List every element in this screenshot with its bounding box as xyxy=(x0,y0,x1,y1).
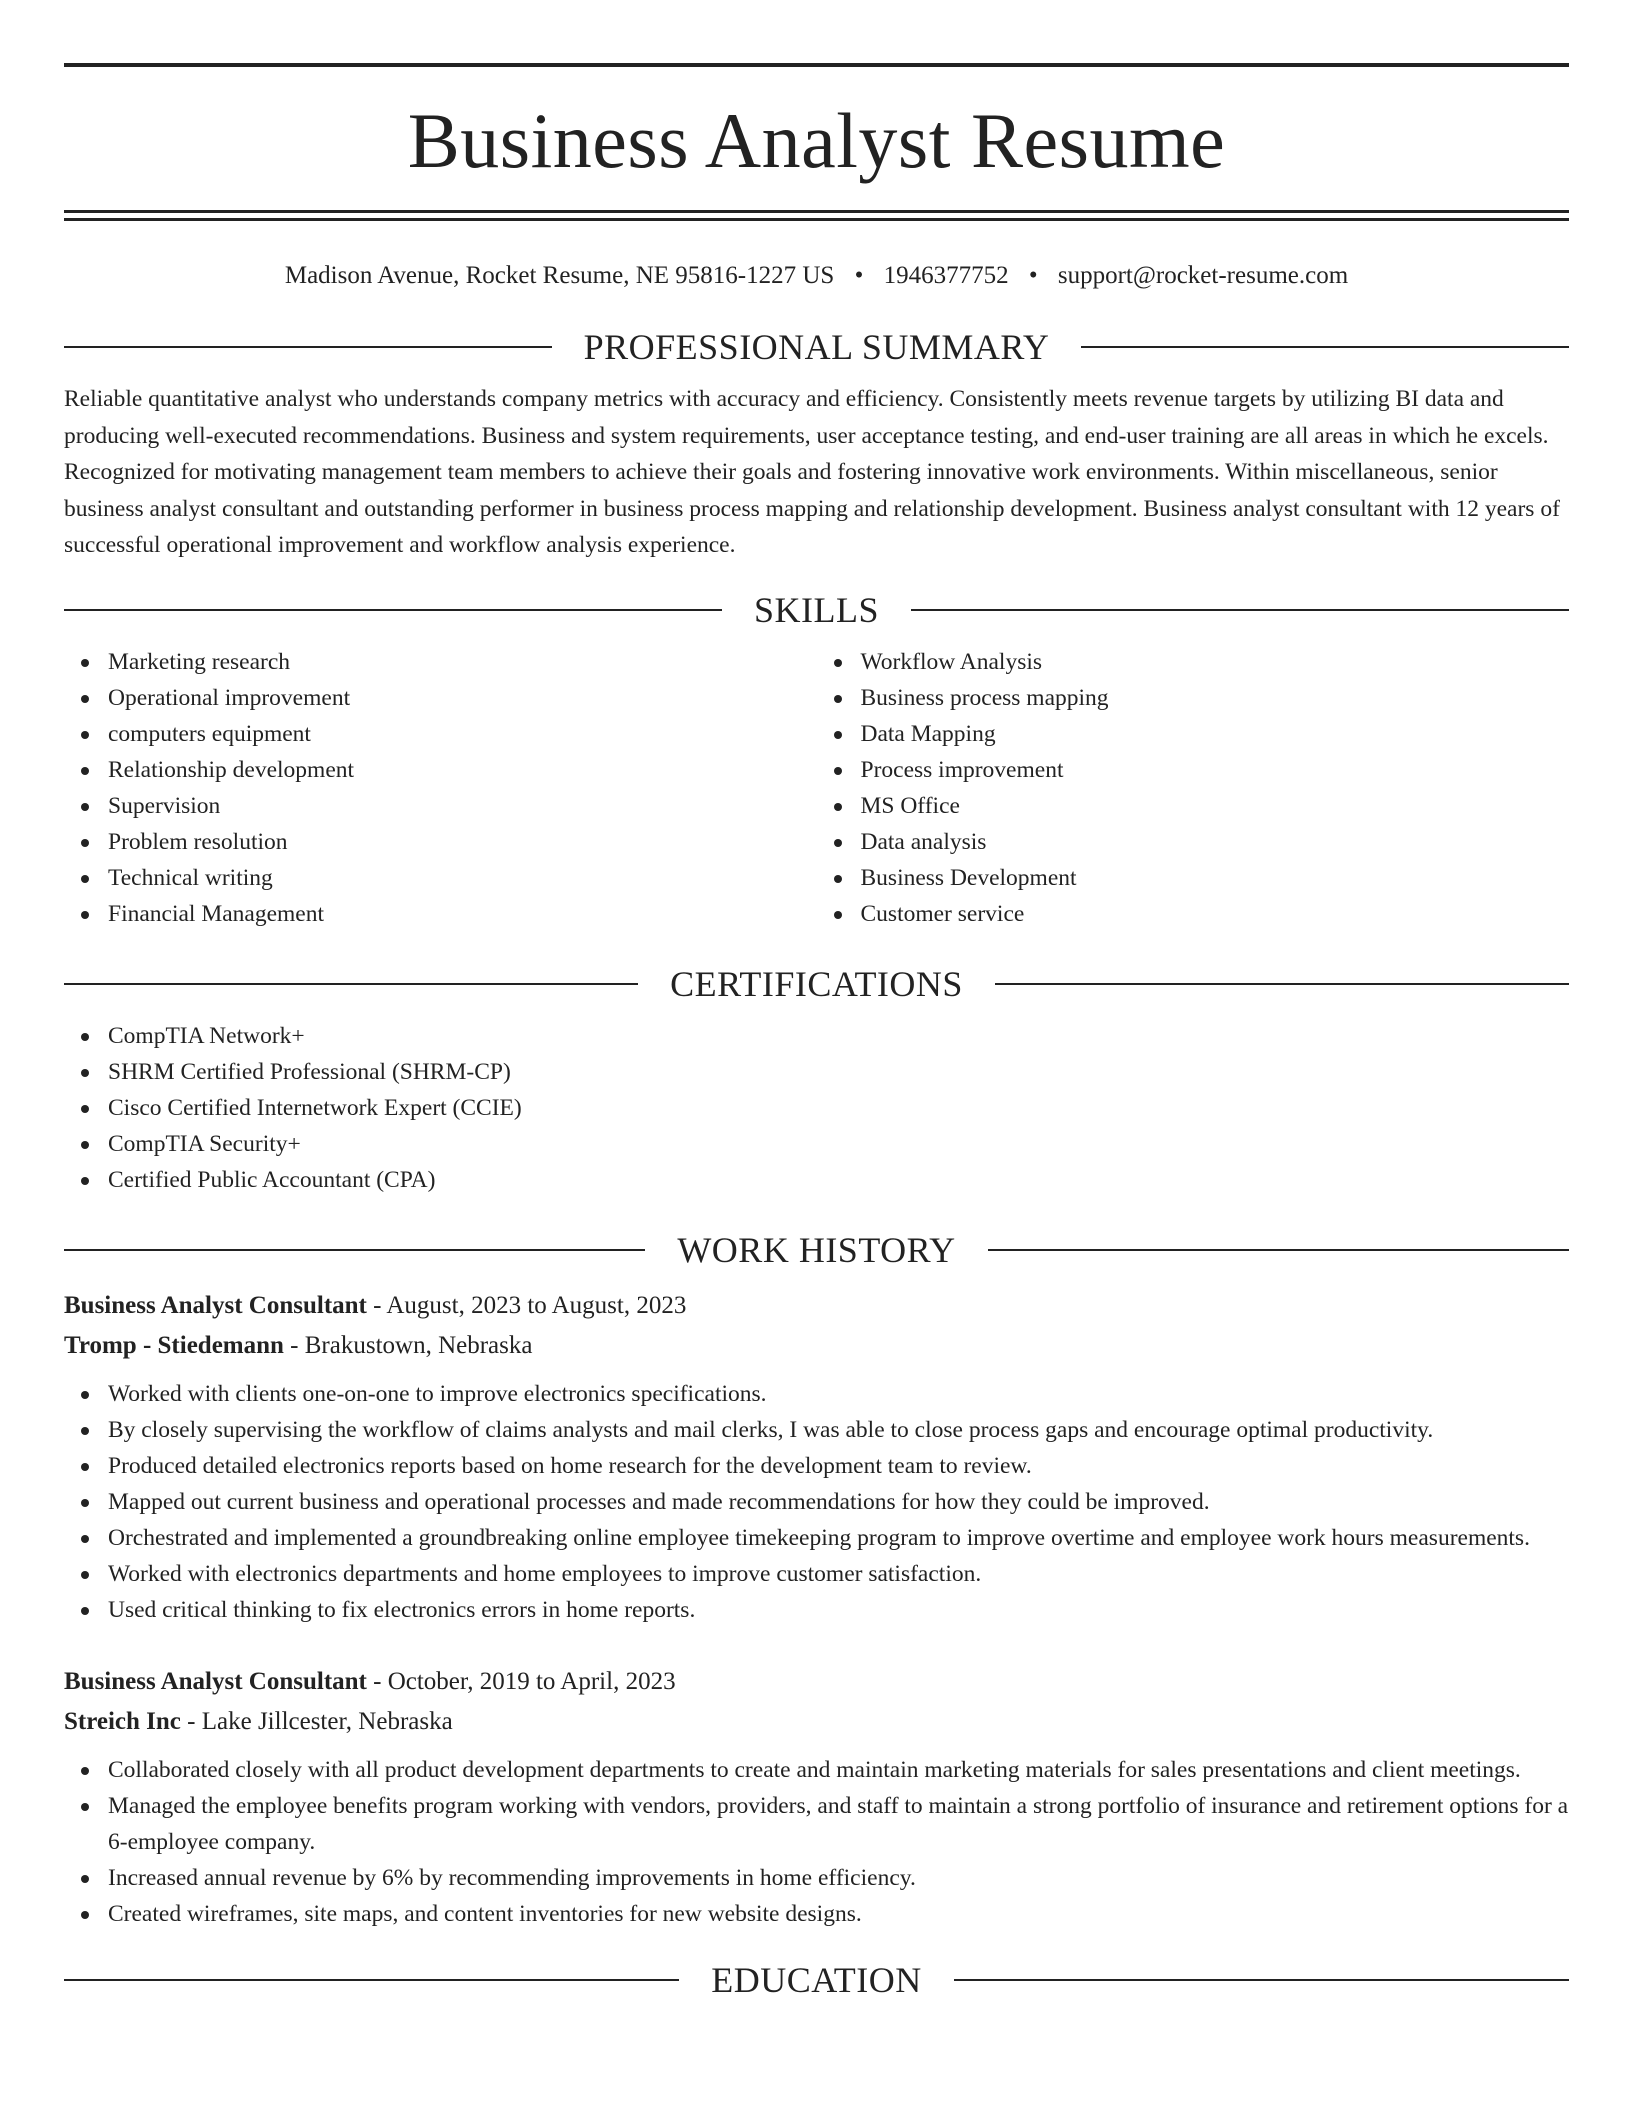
heading-rule xyxy=(995,983,1569,985)
skill-item: Problem resolution xyxy=(64,824,817,860)
job-company: Tromp - Stiedemann xyxy=(64,1331,284,1359)
heading-rule xyxy=(64,1979,679,1981)
job-bullet: Produced detailed electronics reports based on home research for the development team to review. xyxy=(64,1448,1569,1484)
job-bullet: Managed the employee benefits program working with vendors, providers, and staff to maintain a strong portfolio of insurance and retirement options for a 6-employee company. xyxy=(64,1788,1569,1860)
resume-page xyxy=(64,63,1569,2002)
skill-item: Customer service xyxy=(817,896,1570,932)
skill-item: Operational improvement xyxy=(64,680,817,716)
job-bullet: Collaborated closely with all product development departments to create and maintain marketing materials for sales presentations and client meetings. xyxy=(64,1752,1569,1788)
summary-text: Reliable quantitative analyst who understands company metrics with accuracy and efficiency. Consistently meets revenue targets by utilizing BI data and producing well-executed recommendations. Business and system requirements, user acceptance testing, and end-user training are all areas in which he excels. Recognized for motivating management team members to achieve their goals and fostering innovative work environments. Within miscellaneous, senior business analyst consultant and outstanding performer in business process mapping and relationship development. Business analyst consultant with 12 years of successful operational improvement and workflow analysis experience. xyxy=(64,386,1560,558)
certification-item: SHRM Certified Professional (SHRM-CP) xyxy=(64,1054,1569,1090)
certification-item: CompTIA Security+ xyxy=(64,1126,1569,1162)
skill-item: Workflow Analysis xyxy=(817,644,1570,680)
job-company-line xyxy=(64,1326,1569,1366)
heading-rule xyxy=(988,1249,1569,1251)
skills-grid xyxy=(64,644,1569,932)
skill-item: Supervision xyxy=(64,788,817,824)
job-dates: - October, 2019 to April, 2023 xyxy=(366,1667,676,1695)
heading-rule xyxy=(911,609,1569,611)
job-bullet: Worked with electronics departments and home employees to improve customer satisfaction. xyxy=(64,1556,1569,1592)
job-location: - Lake Jillcester, Nebraska xyxy=(180,1707,453,1735)
page-title: Business Analyst Resume xyxy=(407,97,1226,184)
contact-address: Madison Avenue, Rocket Resume, NE 95816-1227 US xyxy=(284,262,835,289)
skill-item: Process improvement xyxy=(817,752,1570,788)
job-title-line xyxy=(64,1662,1569,1702)
skill-item: Financial Management xyxy=(64,896,817,932)
job-bullets xyxy=(64,1752,1569,1932)
job-title-line xyxy=(64,1286,1569,1326)
section-title: SKILLS xyxy=(754,589,880,630)
job-company: Streich Inc xyxy=(64,1707,181,1735)
certification-item: Cisco Certified Internetwork Expert (CCIE) xyxy=(64,1090,1569,1126)
title-double-rule xyxy=(64,210,1569,221)
section-title: CERTIFICATIONS xyxy=(670,963,963,1004)
certifications-heading xyxy=(64,962,1569,1006)
job-company-line xyxy=(64,1702,1569,1742)
heading-rule xyxy=(64,983,638,985)
job-title: Business Analyst Consultant xyxy=(64,1667,367,1695)
skill-item: Marketing research xyxy=(64,644,817,680)
contact-separator: • xyxy=(854,262,864,289)
job-dates: - August, 2023 to August, 2023 xyxy=(366,1291,687,1319)
skills-heading xyxy=(64,588,1569,632)
contact-email: support@rocket-resume.com xyxy=(1057,262,1349,289)
skill-item: MS Office xyxy=(817,788,1570,824)
work-history-heading xyxy=(64,1228,1569,1272)
skill-item: Business Development xyxy=(817,860,1570,896)
job-bullet: Orchestrated and implemented a groundbreaking online employee timekeeping program to improve overtime and employee work hours measurements. xyxy=(64,1520,1569,1556)
job-title: Business Analyst Consultant xyxy=(64,1291,367,1319)
skill-item: computers equipment xyxy=(64,716,817,752)
job-bullet: Created wireframes, site maps, and content inventories for new website designs. xyxy=(64,1896,1569,1932)
job-bullet: By closely supervising the workflow of claims analysts and mail clerks, I was able to close process gaps and encourage optimal productivity. xyxy=(64,1412,1569,1448)
contact-line xyxy=(64,257,1569,295)
skill-item: Relationship development xyxy=(64,752,817,788)
job-bullet: Used critical thinking to fix electronics errors in home reports. xyxy=(64,1592,1569,1628)
job-entry xyxy=(64,1662,1569,1932)
education-heading xyxy=(64,1958,1569,2002)
certification-item: CompTIA Network+ xyxy=(64,1018,1569,1054)
skill-item: Data Mapping xyxy=(817,716,1570,752)
certifications-list xyxy=(64,1018,1569,1198)
skill-item: Data analysis xyxy=(817,824,1570,860)
summary-heading xyxy=(64,325,1569,369)
job-bullet: Mapped out current business and operational processes and made recommendations for how they could be improved. xyxy=(64,1484,1569,1520)
top-rule xyxy=(64,63,1569,67)
contact-separator: • xyxy=(1028,262,1038,289)
section-title: WORK HISTORY xyxy=(677,1229,956,1270)
section-title: PROFESSIONAL SUMMARY xyxy=(583,327,1050,367)
job-bullets xyxy=(64,1376,1569,1628)
heading-rule xyxy=(64,609,722,611)
heading-rule xyxy=(1081,346,1569,348)
skill-item: Business process mapping xyxy=(817,680,1570,716)
heading-rule xyxy=(64,346,552,348)
job-bullet: Increased annual revenue by 6% by recommending improvements in home efficiency. xyxy=(64,1860,1569,1896)
job-bullet: Worked with clients one-on-one to improve electronics specifications. xyxy=(64,1376,1569,1412)
skills-list-left xyxy=(64,644,817,932)
certification-item: Certified Public Accountant (CPA) xyxy=(64,1162,1569,1198)
skills-list-right xyxy=(817,644,1570,932)
skill-item: Technical writing xyxy=(64,860,817,896)
heading-rule xyxy=(64,1249,645,1251)
section-title: EDUCATION xyxy=(711,1959,922,2000)
job-location: - Brakustown, Nebraska xyxy=(283,1331,533,1359)
heading-rule xyxy=(954,1979,1569,1981)
contact-phone: 1946377752 xyxy=(883,262,1009,289)
job-entry xyxy=(64,1286,1569,1628)
